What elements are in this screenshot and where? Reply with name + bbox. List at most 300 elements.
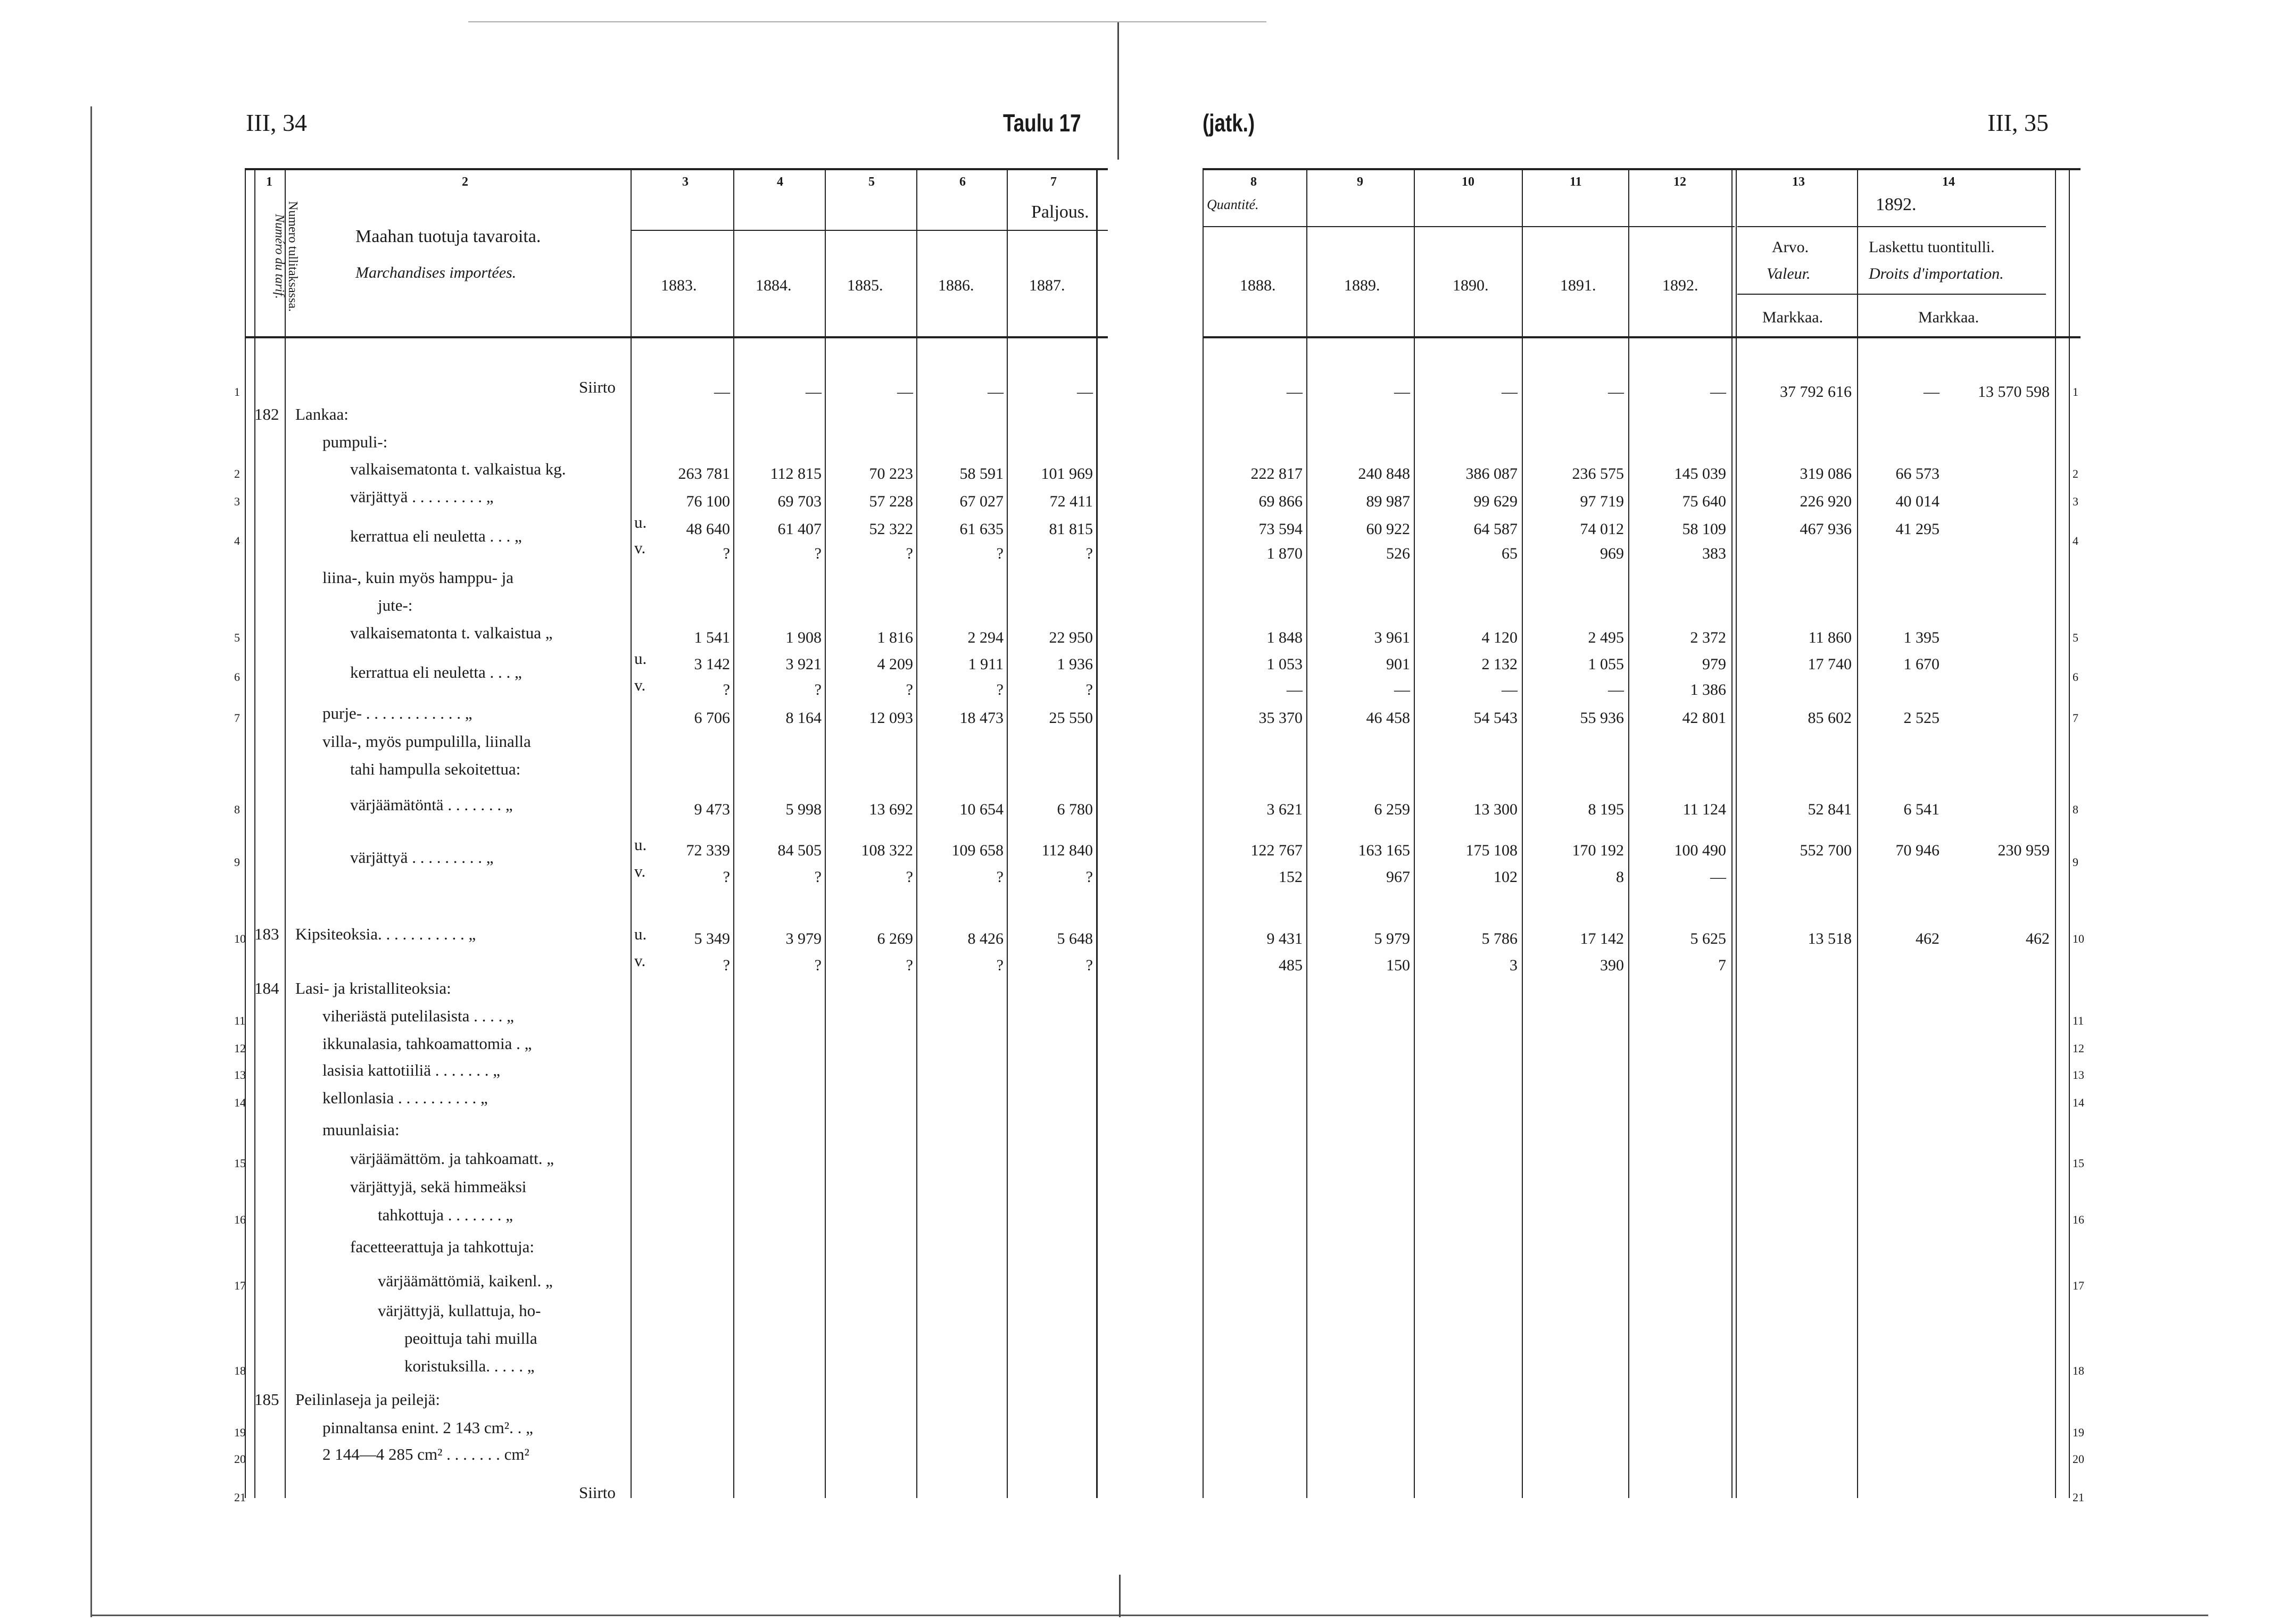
row-number-left: 10 [234, 932, 246, 945]
left-col-num-4: 4 [777, 175, 783, 189]
left-page-edge [90, 106, 92, 1617]
left-tariff-rule [285, 168, 286, 1498]
right-col-rule-13b [1736, 168, 1737, 1498]
bottom-page-edge [90, 1615, 2208, 1616]
left-col-rule-7 [1007, 168, 1008, 1498]
cell-value: 11 860 [1808, 629, 1852, 646]
cell-left: 58 591 [959, 465, 1004, 483]
cell-left: 6 780 [1057, 801, 1093, 818]
cell-duty: 70 946 [1895, 842, 1939, 859]
cell-value: 226 920 [1800, 493, 1852, 510]
tariff-182: 182 [254, 405, 279, 423]
label-ikkuna: ikkunalasia, tahkoamattomia . „ [322, 1034, 532, 1053]
cell-left: 109 658 [951, 842, 1004, 859]
cell-left: 70 223 [869, 465, 913, 483]
cell-right: 13 300 [1473, 801, 1518, 818]
left-col-num-3: 3 [682, 175, 689, 189]
siirto-top: Siirto [579, 378, 616, 396]
cell-right: 2 495 [1588, 629, 1624, 646]
cell-left: — [988, 383, 1004, 401]
cell-left: ? [814, 545, 822, 562]
cell-right: 100 490 [1674, 842, 1726, 859]
cell-left: 76 100 [686, 493, 730, 510]
cell-left: ? [906, 868, 913, 886]
right-markkaa-rule [1737, 294, 2046, 295]
row-number-left: 6 [234, 670, 240, 684]
left-col-num-2: 2 [462, 175, 468, 189]
right-col-rule-13a [1731, 168, 1733, 1498]
cell-right: 6 259 [1374, 801, 1410, 818]
cell-right: 1 055 [1588, 655, 1624, 673]
label-varjaam-tahk: värjäämättöm. ja tahkoamatt. „ [350, 1149, 554, 1168]
row-number-right: 21 [2073, 1491, 2084, 1504]
label-valk2: valkaisematonta t. valkaistua „ [350, 623, 553, 642]
cell-left: 5 349 [694, 930, 730, 947]
duty-header-fr: Droits d'importation. [1869, 265, 2004, 282]
row-number-left: 16 [234, 1213, 246, 1226]
label-lasisia: lasisia kattotiiliä . . . . . . . „ [322, 1061, 501, 1079]
cell-right: 969 [1600, 545, 1624, 562]
cell-right: 9 431 [1266, 930, 1303, 947]
left-col-rule-5 [825, 168, 826, 1498]
label-kellon: kellonlasia . . . . . . . . . . „ [322, 1088, 488, 1107]
label-liina1: liina-, kuin myös hamppu- ja [322, 568, 514, 587]
row-number-right: 9 [2073, 855, 2078, 869]
row-number-right: 15 [2073, 1157, 2084, 1170]
row-number-right: 3 [2073, 495, 2078, 508]
cell-left: ? [723, 868, 730, 886]
cell-right: 54 543 [1473, 709, 1518, 727]
marker-u-2: u. [634, 649, 647, 668]
cell-right: 3 [1510, 956, 1518, 974]
label-kipsi: Kipsiteoksia. . . . . . . . . . . „ [295, 925, 476, 943]
cell-right: 4 120 [1481, 629, 1518, 646]
cell-left: ? [996, 868, 1004, 886]
cell-right: 60 922 [1366, 520, 1410, 538]
cell-left: 2 294 [967, 629, 1004, 646]
label-varjaam-kaik: värjäämättömiä, kaikenl. „ [378, 1271, 553, 1290]
cell-right: 236 575 [1572, 465, 1624, 483]
row-number-right: 6 [2073, 670, 2078, 684]
left-year-rule [631, 230, 1108, 231]
siirto-bottom: Siirto [579, 1483, 616, 1502]
label-kerr2: kerrattua eli neuletta . . . „ [350, 663, 522, 681]
right-col-num-8: 8 [1250, 175, 1257, 189]
label-liina2: jute-: [378, 596, 413, 614]
label-villa2: tahi hampulla sekoitettua: [350, 760, 521, 778]
cell-duty: 41 295 [1895, 520, 1939, 538]
cell-left: — [714, 383, 730, 401]
cell-left: 1 816 [877, 629, 913, 646]
label-kull3: koristuksilla. . . . . „ [404, 1357, 535, 1375]
row-number-left: 4 [234, 534, 240, 547]
label-kerr1: kerrattua eli neuletta . . . „ [350, 527, 522, 545]
cell-right: 2 132 [1481, 655, 1518, 673]
cell-right: 485 [1279, 956, 1303, 974]
year-1886: 1886. [938, 277, 974, 294]
cell-right: 5 625 [1690, 930, 1726, 947]
right-col-rule-12 [1628, 168, 1629, 1498]
row-number-left: 12 [234, 1042, 246, 1055]
row-number-left: 8 [234, 803, 240, 816]
label-varj-himm1: värjättyjä, sekä himmeäksi [350, 1177, 527, 1196]
left-col-num-7: 7 [1050, 175, 1057, 189]
cell-right: 1 870 [1266, 545, 1303, 562]
cell-value: 37 792 616 [1780, 383, 1852, 401]
cell-left: 101 969 [1041, 465, 1093, 483]
cell-left: 9 473 [694, 801, 730, 818]
cell-right: 979 [1702, 655, 1726, 673]
marker-v-1: v. [634, 538, 646, 557]
row-number-left: 1 [234, 385, 240, 398]
cell-right: 89 987 [1366, 493, 1410, 510]
row-number-right: 11 [2073, 1014, 2084, 1027]
label-lankaa: Lankaa: [295, 405, 349, 423]
row-number-left: 17 [234, 1279, 246, 1292]
row-number-left: 9 [234, 855, 240, 869]
row-number-left: 13 [234, 1068, 246, 1082]
cell-right: 64 587 [1473, 520, 1518, 538]
right-quantity-rule [1203, 226, 1735, 227]
cell-left: ? [814, 956, 822, 974]
tariff-183: 183 [254, 925, 279, 943]
cell-right: 222 817 [1250, 465, 1303, 483]
cell-left: 108 322 [861, 842, 913, 859]
cell-right: 58 109 [1682, 520, 1726, 538]
cell-duty: 1 395 [1903, 629, 1939, 646]
cell-right: 145 039 [1674, 465, 1726, 483]
label-pumpuli: pumpuli-: [322, 432, 388, 451]
cell-left: ? [1085, 545, 1093, 562]
cell-right: 11 124 [1682, 801, 1726, 818]
label-varjaamaton: värjäämätöntä . . . . . . . „ [350, 795, 513, 814]
goods-header-fi: Maahan tuotuja tavaroita. [355, 227, 541, 246]
cell-right: 1 386 [1690, 681, 1726, 698]
cell-duty: 66 573 [1895, 465, 1939, 483]
cell-right: 75 640 [1682, 493, 1726, 510]
cell-right: 73 594 [1258, 520, 1303, 538]
year-1892: 1892. [1662, 277, 1698, 294]
marker-v-4: v. [634, 951, 646, 970]
year-1885: 1885. [847, 277, 883, 294]
row-number-left: 2 [234, 467, 240, 480]
right-col-rule-14 [1857, 168, 1858, 1498]
label-lasi: Lasi- ja kristalliteoksia: [295, 979, 451, 997]
cell-right: 170 192 [1572, 842, 1624, 859]
row-number-left: 3 [234, 495, 240, 508]
cell-left: ? [1085, 868, 1093, 886]
row-number-right: 2 [2073, 467, 2078, 480]
tariff-col-header-fr: Numéro du tarif. [272, 214, 286, 299]
row-number-left: 21 [234, 1491, 246, 1504]
label-valk-kg: valkaisematonta t. valkaistua kg. [350, 460, 566, 478]
cell-left: 1 541 [694, 629, 730, 646]
cell-right: — [1502, 681, 1518, 698]
cell-left: 3 921 [785, 655, 822, 673]
right-page-number: III, 35 [1987, 109, 2049, 136]
cell-right: 5 979 [1374, 930, 1410, 947]
left-col-rule-end [1096, 168, 1098, 1498]
label-purje: purje- . . . . . . . . . . . . „ [322, 704, 473, 722]
left-col-num-6: 6 [959, 175, 966, 189]
row-number-right: 10 [2073, 932, 2084, 945]
right-col-num-9: 9 [1357, 175, 1363, 189]
label-varj2: värjättyä . . . . . . . . . „ [350, 848, 494, 867]
duty-header-fi: Laskettu tuontitulli. [1869, 238, 1995, 256]
row-number-right: 20 [2073, 1452, 2084, 1466]
cell-value: 17 740 [1808, 655, 1852, 673]
cell-right: — [1608, 383, 1624, 401]
label-viheriasta: viheriästä putelilasista . . . . „ [322, 1007, 514, 1025]
cell-left: ? [996, 681, 1004, 698]
cell-left: ? [906, 545, 913, 562]
row-number-left: 19 [234, 1426, 246, 1439]
marker-u-1: u. [634, 513, 647, 531]
cell-right: 8 195 [1588, 801, 1624, 818]
left-col-rule-6 [916, 168, 917, 1498]
cell-left: ? [996, 956, 1004, 974]
cell-left: 6 706 [694, 709, 730, 727]
cell-left: ? [906, 681, 913, 698]
cell-right: 1 848 [1266, 629, 1303, 646]
label-pinn: pinnaltansa enint. 2 143 cm². . „ [322, 1418, 533, 1437]
cell-left: 13 692 [869, 801, 913, 818]
marker-v-3: v. [634, 862, 646, 880]
cell-right: — [1710, 868, 1726, 886]
row-number-right: 12 [2073, 1042, 2084, 1055]
cell-right: 65 [1502, 545, 1518, 562]
cell-left: 1 911 [968, 655, 1004, 673]
cell-right: — [1608, 681, 1624, 698]
value-header-fr: Valeur. [1767, 265, 1811, 282]
cell-left: 48 640 [686, 520, 730, 538]
value-unit: Markkaa. [1762, 309, 1823, 326]
cell-right: 97 719 [1580, 493, 1624, 510]
right-col-rule-11 [1522, 168, 1523, 1498]
right-col-rule-10 [1414, 168, 1415, 1498]
cell-right: — [1287, 383, 1303, 401]
cell-right: 3 961 [1374, 629, 1410, 646]
top-shadow-line [468, 21, 1266, 22]
cell-right: 46 458 [1366, 709, 1410, 727]
left-col-num-1: 1 [266, 175, 272, 189]
label-facett: facetteerattuja ja tahkottuja: [350, 1237, 534, 1256]
cell-right: — [1710, 383, 1726, 401]
cell-right: 3 621 [1266, 801, 1303, 818]
cell-left: 8 426 [967, 930, 1004, 947]
right-col-num-13: 13 [1792, 175, 1805, 189]
left-page-number: III, 34 [246, 109, 307, 136]
row-number-left: 14 [234, 1096, 246, 1109]
cell-left: ? [906, 956, 913, 974]
right-col-rule-8 [1203, 168, 1204, 1498]
cell-left: 72 411 [1049, 493, 1093, 510]
label-muun: muunlaisia: [322, 1120, 400, 1139]
cell-right: — [1287, 681, 1303, 698]
cell-right: 901 [1386, 655, 1410, 673]
row-number-right: 8 [2073, 803, 2078, 816]
cell-left: — [806, 383, 822, 401]
cell-right: 122 767 [1250, 842, 1303, 859]
cell-right: 390 [1600, 956, 1624, 974]
cell-right: 240 848 [1358, 465, 1410, 483]
row-number-right: 18 [2073, 1364, 2084, 1377]
row-number-right: 16 [2073, 1213, 2084, 1226]
row-number-left: 18 [234, 1364, 246, 1377]
cell-left: 57 228 [869, 493, 913, 510]
left-rownum-rule [245, 168, 246, 1498]
cell-right: 55 936 [1580, 709, 1624, 727]
cell-left: ? [996, 545, 1004, 562]
row-number-right: 5 [2073, 631, 2078, 644]
row-number-right: 17 [2073, 1279, 2084, 1292]
cell-duty: 462 [1916, 930, 1939, 947]
cell-left: 72 339 [686, 842, 730, 859]
cell-left: 8 164 [785, 709, 822, 727]
cell-left: 112 840 [1041, 842, 1093, 859]
cell-right: — [1394, 681, 1410, 698]
label-varj1: värjättyä . . . . . . . . . „ [350, 487, 494, 506]
left-rownum-rule-b [254, 168, 255, 1498]
right-rownum-rule [2069, 168, 2070, 1498]
cell-right: 42 801 [1682, 709, 1726, 727]
cell-left: 5 998 [785, 801, 822, 818]
cell-left: ? [1085, 681, 1093, 698]
cell-left: 10 654 [959, 801, 1004, 818]
cell-duty: — [1924, 383, 1939, 401]
right-col-num-14: 14 [1942, 175, 1955, 189]
cell-left: 69 703 [777, 493, 822, 510]
row-number-right: 4 [2073, 534, 2078, 547]
cell-left: 12 093 [869, 709, 913, 727]
row-number-right: 19 [2073, 1426, 2084, 1439]
cell-left: 3 979 [785, 930, 822, 947]
right-col-num-12: 12 [1673, 175, 1686, 189]
tariff-185: 185 [254, 1390, 279, 1409]
goods-header-fr: Marchandises importées. [355, 264, 517, 281]
cell-left: ? [723, 956, 730, 974]
left-col-num-5: 5 [868, 175, 875, 189]
cell-duty-total: 462 [2026, 930, 2050, 947]
cell-right: 152 [1279, 868, 1303, 886]
cell-left: 112 815 [770, 465, 822, 483]
cell-left: ? [1085, 956, 1093, 974]
cell-right: 7 [1718, 956, 1726, 974]
row-number-left: 11 [234, 1014, 246, 1027]
cell-left: 84 505 [777, 842, 822, 859]
tariff-184: 184 [254, 979, 279, 997]
cell-right: 99 629 [1473, 493, 1518, 510]
cell-right: 8 [1616, 868, 1624, 886]
cell-right: 967 [1386, 868, 1410, 886]
cell-right: 35 370 [1258, 709, 1303, 727]
cell-right: 383 [1702, 545, 1726, 562]
row-number-right: 1 [2073, 385, 2078, 398]
cell-left: 18 473 [959, 709, 1004, 727]
label-peili: Peilinlaseja ja peilejä: [295, 1390, 441, 1409]
cell-duty: 6 541 [1903, 801, 1939, 818]
cell-value: 85 602 [1808, 709, 1852, 727]
cell-right: 526 [1386, 545, 1410, 562]
right-col-num-10: 10 [1462, 175, 1474, 189]
cell-left: ? [814, 868, 822, 886]
row-number-left: 15 [234, 1157, 246, 1170]
right-table-title: (jatk.) [1203, 109, 1255, 137]
left-top-rule [245, 168, 1108, 170]
year-1887: 1887. [1029, 277, 1065, 294]
cell-right: 163 165 [1358, 842, 1410, 859]
quantity-header-fr: Quantité. [1207, 197, 1259, 212]
cell-value: 319 086 [1800, 465, 1852, 483]
cell-left: ? [814, 681, 822, 698]
cell-right: 69 866 [1258, 493, 1303, 510]
tariff-col-header-fi: Numero tullitaksassa. [286, 201, 300, 312]
cell-duty: 40 014 [1895, 493, 1939, 510]
label-cm2: 2 144—4 285 cm² . . . . . . . cm² [322, 1445, 529, 1463]
row-number-right: 14 [2073, 1096, 2084, 1109]
label-kull1: värjättyjä, kullattuja, ho- [378, 1301, 541, 1320]
year-1884: 1884. [756, 277, 792, 294]
cell-right: 2 372 [1690, 629, 1726, 646]
cell-right: 1 053 [1266, 655, 1303, 673]
cell-left: — [897, 383, 913, 401]
right-col-rule-end [2055, 168, 2056, 1498]
year-1891: 1891. [1560, 277, 1596, 294]
row-number-left: 5 [234, 631, 240, 644]
right-col-num-11: 11 [1570, 175, 1582, 189]
cell-right: 386 087 [1465, 465, 1518, 483]
cell-duty-total: 230 959 [1997, 842, 2050, 859]
label-varj-himm2: tahkottuja . . . . . . . „ [378, 1205, 513, 1224]
cell-value: 552 700 [1800, 842, 1852, 859]
marker-u-4: u. [634, 925, 647, 943]
cell-left: 67 027 [959, 493, 1004, 510]
cell-left: 1 936 [1057, 655, 1093, 673]
cell-left: 22 950 [1049, 629, 1093, 646]
cell-right: 175 108 [1465, 842, 1518, 859]
quantity-header: Paljous. [1031, 202, 1089, 222]
value-header-fi: Arvo. [1772, 238, 1809, 256]
cell-right: 5 786 [1481, 930, 1518, 947]
cell-left: 4 209 [877, 655, 913, 673]
marker-v-2: v. [634, 676, 646, 694]
row-number-left: 20 [234, 1452, 246, 1466]
cell-left: 263 781 [678, 465, 730, 483]
cell-right: 150 [1386, 956, 1410, 974]
cell-left: 61 635 [959, 520, 1004, 538]
row-number-right: 7 [2073, 711, 2078, 725]
cell-left: 1 908 [785, 629, 822, 646]
right-top-rule [1203, 168, 2081, 170]
right-header-rule [1203, 336, 2081, 338]
cell-value: 13 518 [1808, 930, 1852, 947]
cell-left: ? [723, 545, 730, 562]
year-1890: 1890. [1453, 277, 1489, 294]
cell-right: 17 142 [1580, 930, 1624, 947]
row-number-left: 7 [234, 711, 240, 725]
label-villa1: villa-, myös pumpulilla, liinalla [322, 732, 531, 751]
left-header-rule [245, 336, 1108, 338]
cell-left: 52 322 [869, 520, 913, 538]
year-1888: 1888. [1240, 277, 1276, 294]
row-number-right: 13 [2073, 1068, 2084, 1082]
cell-left: — [1077, 383, 1093, 401]
right-col-rule-9 [1306, 168, 1307, 1498]
cell-left: 81 815 [1049, 520, 1093, 538]
year-1889: 1889. [1344, 277, 1380, 294]
marker-u-3: u. [634, 835, 647, 854]
left-col-rule-3 [631, 168, 632, 1498]
